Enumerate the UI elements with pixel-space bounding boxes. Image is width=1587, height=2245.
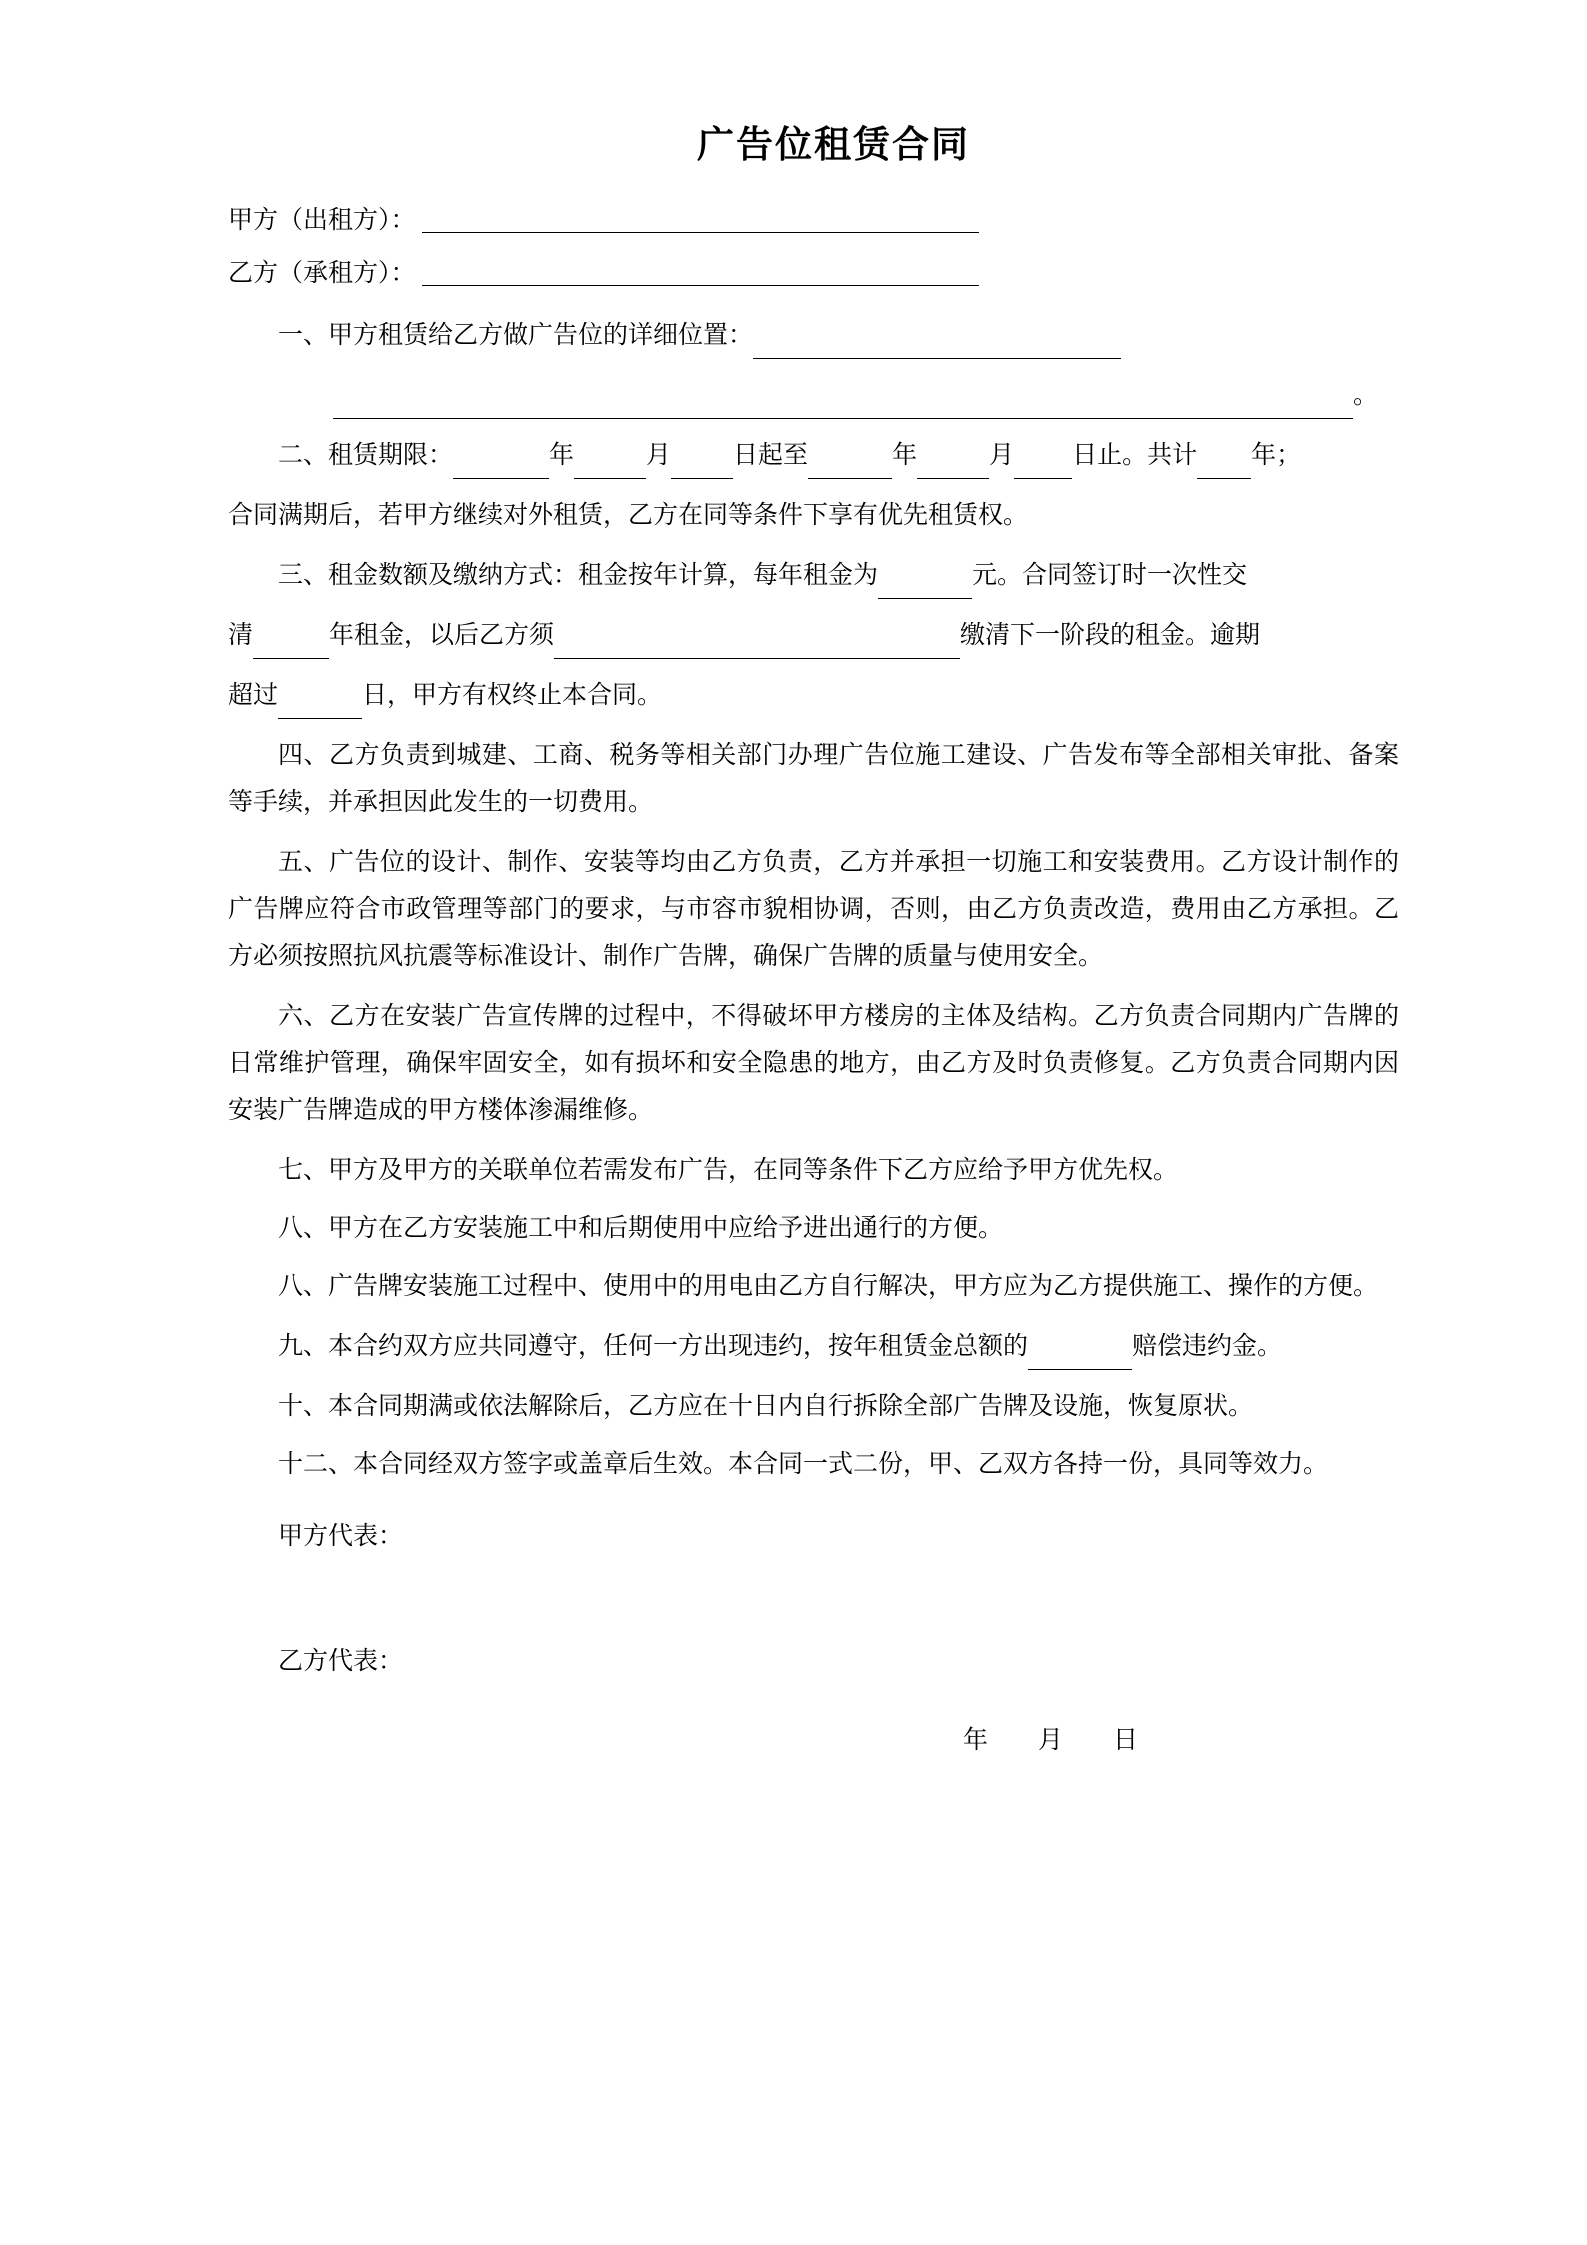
clause-9-tail: 赔偿违约金。: [1132, 1333, 1283, 1361]
clause-1-location-input-b[interactable]: [333, 392, 1353, 419]
clause-2: [228, 432, 1399, 479]
clause-3-days-tail: 日，甲方有权终止本合同。: [362, 682, 663, 710]
clause-2-month-unit-start: 月: [646, 442, 672, 470]
clause-1-label: 一、甲方租赁给乙方做广告位的详细位置：: [278, 322, 754, 350]
party-b-row: [228, 259, 1399, 286]
clause-3-rent-amount-input[interactable]: [878, 572, 972, 599]
signature-date-line: 年 月 日: [963, 1727, 1139, 1755]
clause-3-prepaid-years-input[interactable]: [253, 632, 329, 659]
clause-12: 十二、本合同经双方签字或盖章后生效。本合同一式二份，甲、乙双方各持一份，具同等效力。: [278, 1451, 1329, 1479]
clause-3-continued: [228, 612, 1399, 659]
clause-9: [228, 1323, 1399, 1370]
party-b-signature-area[interactable]: [228, 1674, 1399, 1728]
clause-2-start-year-input[interactable]: [453, 452, 549, 479]
party-a-row: [228, 206, 1399, 233]
clause-3-qing: 清: [228, 622, 254, 650]
clause-3-label: 三、租金数额及缴纳方式：租金按年计算，每年租金为: [278, 562, 879, 590]
clause-10: 十、本合同期满或依法解除后，乙方应在十日内自行拆除全部广告牌及设施，恢复原状。: [278, 1393, 1254, 1421]
clause-1: [228, 312, 1399, 359]
clause-2-end-year-input[interactable]: [808, 452, 892, 479]
clause-2-start-month-input[interactable]: [574, 452, 646, 479]
clause-3-payment-method-input[interactable]: [554, 632, 960, 659]
clause-2-end-day-input[interactable]: [1014, 452, 1072, 479]
clause-2-start-day-input[interactable]: [671, 452, 733, 479]
clause-3: [228, 552, 1399, 599]
clause-2-end-month-input[interactable]: [917, 452, 989, 479]
party-b-input[interactable]: [422, 259, 979, 286]
clause-7: 七、甲方及甲方的关联单位若需发布广告，在同等条件下乙方应给予甲方优先权。: [278, 1157, 1179, 1185]
clause-1-location-input-a[interactable]: [753, 332, 1121, 359]
page-title: 广告位租赁合同: [697, 125, 970, 166]
clause-8b: 八、广告牌安装施工过程中、使用中的用电由乙方自行解决，甲方应为乙方提供施工、操作的方便。: [278, 1273, 1379, 1301]
clause-3-years-unit: 年租金，以后乙方须: [329, 622, 555, 650]
signature-block: [228, 1524, 1399, 1753]
clause-2-continued: 合同满期后，若甲方继续对外租赁，乙方在同等条件下享有优先租赁权。: [228, 502, 1029, 530]
clause-1-period: 。: [1353, 382, 1379, 410]
party-a-signature-area[interactable]: [228, 1549, 1399, 1649]
clause-2-label: 二、租赁期限：: [278, 442, 454, 470]
clause-4: 四、乙方负责到城建、工商、税务等相关部门办理广告位施工建设、广告发布等全部相关审批、备案等手续，并承担因此发生的一切费用。: [228, 742, 1399, 817]
party-b-representative-label: 乙方代表：: [278, 1648, 404, 1676]
clause-2-total-unit: 年；: [1251, 442, 1302, 470]
clause-2-total-years-input[interactable]: [1197, 452, 1251, 479]
party-a-input[interactable]: [422, 206, 979, 233]
clause-2-year-unit-start: 年: [549, 442, 575, 470]
clause-3-overdue-days-input[interactable]: [278, 692, 362, 719]
party-b-label: 乙方（承租方）：: [228, 260, 416, 288]
clause-1-continued: [228, 372, 1399, 419]
clause-9-label: 九、本合约双方应共同遵守，任何一方出现违约，按年租赁金总额的: [278, 1333, 1029, 1361]
clause-2-day-unit-end: 日止。共计: [1072, 442, 1198, 470]
clause-3-rent-unit: 元。合同签订时一次性交: [972, 562, 1248, 590]
clause-5: 五、广告位的设计、制作、安装等均由乙方负责，乙方并承担一切施工和安装费用。乙方设计制作的广告牌应符合市政管理等部门的要求，与市容市貌相协调，否则，由乙方负责改造，费用由乙方承担。乙方必须按照抗风抗震等标准设计、制作广告牌，确保广告牌的质量与使用安全。: [228, 849, 1399, 971]
party-a-label: 甲方（出租方）：: [228, 207, 416, 235]
clause-3-over-label: 超过: [228, 682, 279, 710]
clause-2-month-unit-end: 月: [989, 442, 1015, 470]
clause-2-year-unit-end: 年: [892, 442, 918, 470]
party-a-representative-label: 甲方代表：: [278, 1523, 404, 1551]
clause-9-penalty-rate-input[interactable]: [1028, 1343, 1132, 1370]
clause-8a: 八、甲方在乙方安装施工中和后期使用中应给予进出通行的方便。: [278, 1215, 1004, 1243]
clause-3-pay-tail: 缴清下一阶段的租金。逾期: [960, 622, 1261, 650]
clause-6: 六、乙方在安装广告宣传牌的过程中，不得破坏甲方楼房的主体及结构。乙方负责合同期内广告牌的日常维护管理，确保牢固安全，如有损坏和安全隐患的地方，由乙方及时负责修复。乙方负责合同期内因安装广告牌造成的甲方楼体渗漏维修。: [228, 1003, 1399, 1125]
clause-2-day-unit-start: 日起至: [733, 442, 809, 470]
clause-3-overdue: [228, 672, 1399, 719]
